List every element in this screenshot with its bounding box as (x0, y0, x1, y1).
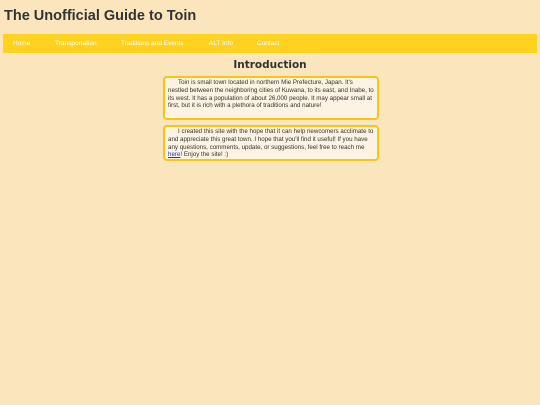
introduction-heading: Introduction (233, 59, 307, 71)
purpose-text-before: I created this site with the hope that it can help newcomers acclimate to and appreciate this great town. I hope that you'll find it useful! If you have any questions, comments, update, or suggestions, feel free to reach me (168, 128, 374, 151)
purpose-text-after: ! Enjoy the site! :) (180, 151, 229, 159)
purpose-text-box (163, 125, 379, 161)
contact-here-link[interactable]: here (168, 151, 181, 159)
nav-link-alt-info[interactable]: ALT Info (209, 40, 233, 47)
site-title: The Unofficial Guide to Toin (4, 8, 197, 24)
intro-text-box (163, 76, 379, 120)
nav-link-home[interactable]: Home (13, 40, 31, 47)
purpose-paragraph (168, 128, 374, 159)
nav-link-transportation[interactable]: Transportation (55, 40, 97, 47)
nav-link-contact[interactable]: Contact (257, 40, 280, 47)
main-navigation (3, 34, 537, 53)
intro-paragraph: Toin is small town located in northern Mie Prefecture, Japan. It's nestled between the neighboring cities of Kuwana, to its east, and Inabe, to its west. It has a population of about 26,000 people. It may appear small at first, but it is rich with a plethora of traditions and nature! (168, 79, 374, 110)
nav-link-traditions-and-events[interactable]: Traditions and Events (121, 40, 184, 47)
